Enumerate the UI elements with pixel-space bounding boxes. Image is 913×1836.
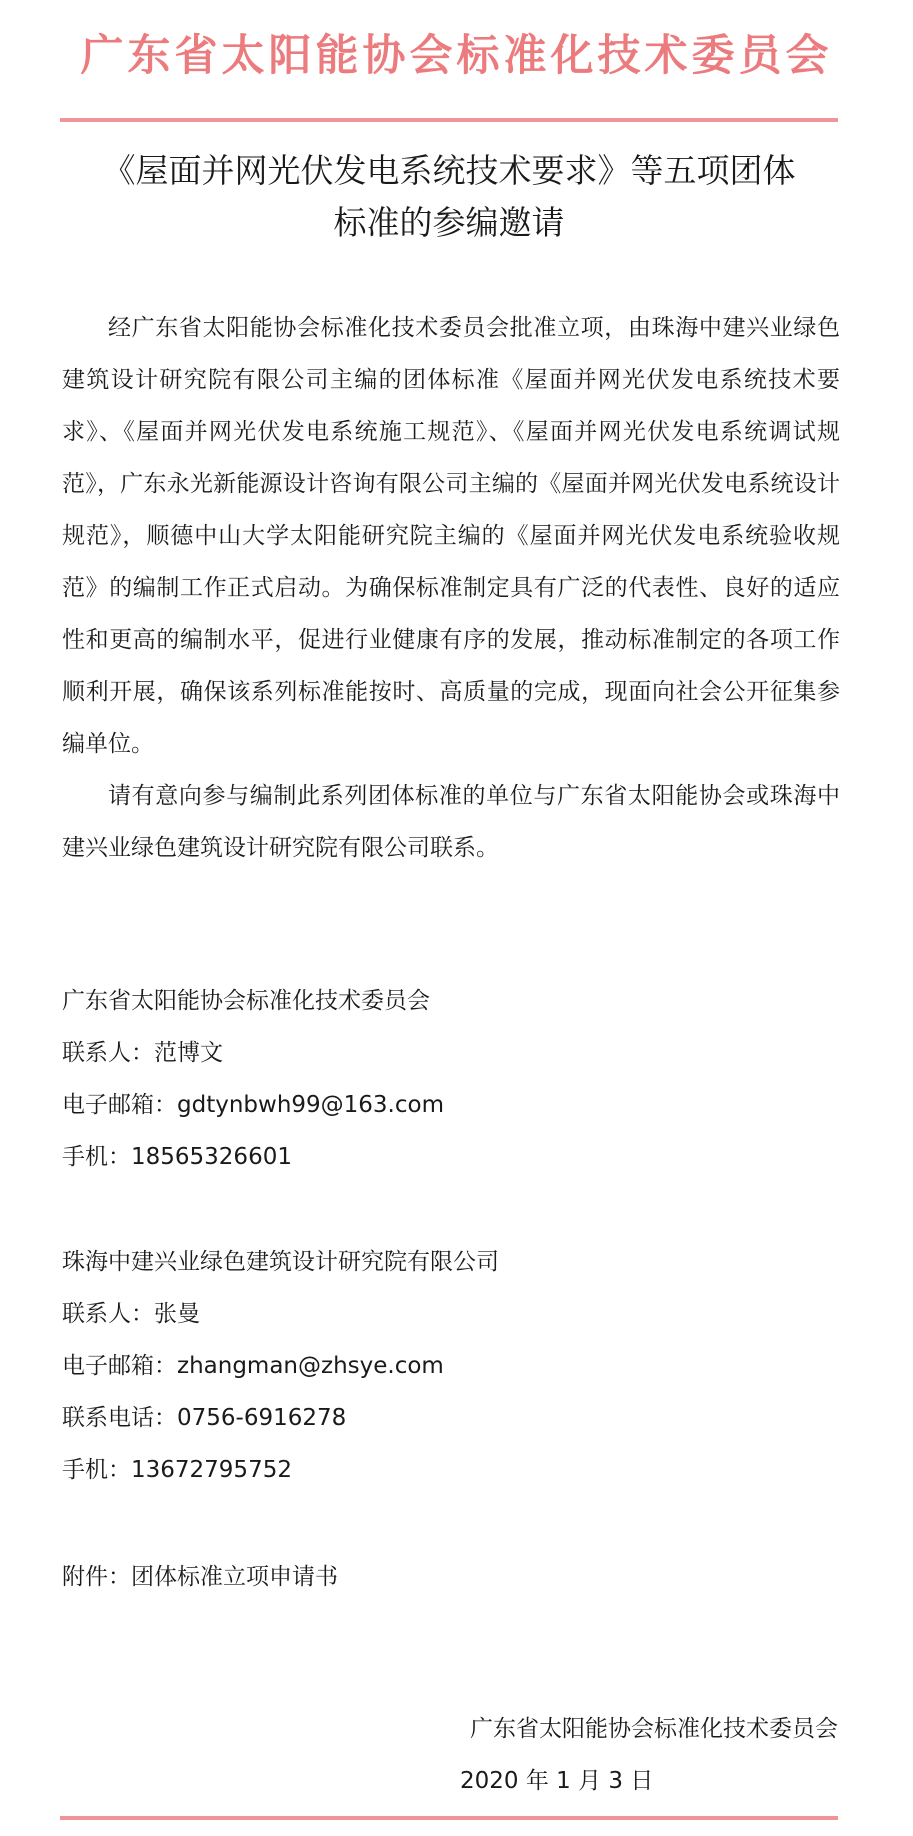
contact-phone: 联系电话：0756-6916278: [62, 1405, 347, 1431]
document-title-line-2: 标准的参编邀请: [333, 203, 565, 242]
letterhead-title: 广东省太阳能协会标准化技术委员会: [80, 31, 833, 81]
document-body: [62, 302, 840, 874]
attachment-note: 附件：团体标准立项申请书: [62, 1564, 338, 1590]
signature-org: 广东省太阳能协会标准化技术委员会: [470, 1716, 838, 1742]
signature-date: 2020 年 1 月 3 日: [460, 1768, 654, 1794]
body-paragraph-1: 经广东省太阳能协会标准化技术委员会批准立项，由珠海中建兴业绿色建筑设计研究院有限公司主编的团体标准《屋面并网光伏发电系统技术要求》、《屋面并网光伏发电系统施工规范》、《屋面并网光伏发电系统调试规范》，广东永光新能源设计咨询有限公司主编的《屋面并网光伏发电系统设计规范》，顺德中山大学太阳能研究院主编的《屋面并网光伏发电系统验收规范》的编制工作正式启动。为确保标准制定具有广泛的代表性、良好的适应性和更高的编制水平，促进行业健康有序的发展，推动标准制定的各项工作顺利开展，确保该系列标准能按时、高质量的完成，现面向社会公开征集参编单位。: [62, 315, 840, 757]
letterhead-divider: [60, 118, 838, 122]
body-paragraph-2: 请有意向参与编制此系列团体标准的单位与广东省太阳能协会或珠海中建兴业绿色建筑设计研究院有限公司联系。: [62, 783, 840, 861]
document-title: [60, 145, 838, 249]
contact-email: 电子邮箱：gdtynbwh99@163.com: [62, 1092, 444, 1118]
document-title-line-1: 《屋面并网光伏发电系统技术要求》等五项团体: [102, 151, 796, 190]
contact-org: 珠海中建兴业绿色建筑设计研究院有限公司: [62, 1249, 499, 1275]
contact-mobile: 手机：13672795752: [62, 1457, 292, 1483]
contact-mobile: 手机：18565326601: [62, 1144, 292, 1170]
contact-email: 电子邮箱：zhangman@zhsye.com: [62, 1353, 444, 1379]
contact-block-association: [62, 975, 842, 1183]
contact-person: 联系人：范博文: [62, 1040, 223, 1066]
contact-block-institute: [62, 1236, 842, 1496]
contact-person: 联系人：张曼: [62, 1301, 200, 1327]
footer-divider: [60, 1816, 838, 1820]
contact-org: 广东省太阳能协会标准化技术委员会: [62, 988, 430, 1014]
